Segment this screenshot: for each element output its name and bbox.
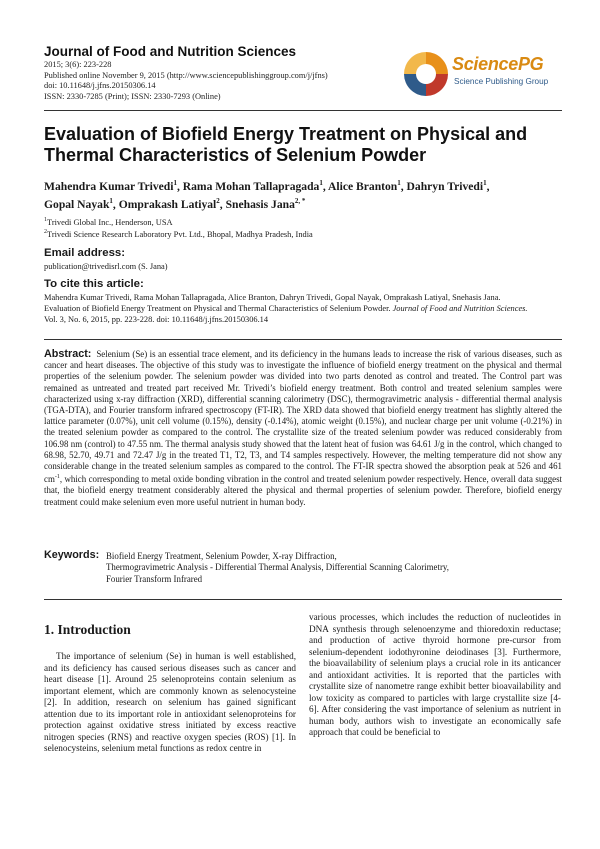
- author: Gopal Nayak$^1$,: [44, 197, 119, 212]
- logo-name: SciencePG: [452, 54, 544, 74]
- citation-authors: Mahendra Kumar Trivedi, Rama Mohan Tallapragada, Alice Branton, Dahryn Trivedi, Gopal Nayak, Omprakash Latiyal, Snehasis Jana.: [44, 293, 501, 302]
- body-divider: [44, 599, 562, 600]
- introduction-right-column: various processes, which includes the reduction of nucleotides in DNA synthesis through selenoenzyme and thioredoxin reductase; and production of active thyroid hormone pre-cursor from selenium-dependent iodothyronine deiodinases [3]. Furthermore, the bioavailability of selenium plays a crucial role in its anticancer and antioxidant activities. It is reported that the particles with crystallite size of nanometre range exhibit better bioavailability and low toxicity as compared to particles with large crystallite size [4-6]. After considering the vast importance of selenium as nutrient in human body, authors wish to investigate an economically safe approach that could be beneficial to: [309, 612, 561, 738]
- keywords-label: Keywords:: [44, 549, 100, 561]
- abstract-label: Abstract:: [44, 348, 92, 360]
- affiliation-1: $^1$Trivedi Global Inc., Henderson, USA: [44, 217, 173, 227]
- author: Dahryn Trivedi$^1$,: [406, 179, 490, 193]
- affiliation-2: $^2$Trivedi Science Research Laboratory Pvt. Ltd., Bhopal, Madhya Pradesh, India: [44, 229, 313, 239]
- author: Rama Mohan Tallapragada$^1$,: [182, 179, 329, 193]
- author: Omprakash Latiyal$^2$,: [118, 197, 226, 212]
- keywords-line: Fourier Transform Infrared: [106, 573, 203, 584]
- email-link[interactable]: publication@trivedisrl.com (S. Jana): [44, 262, 168, 271]
- meta-published: Published online November 9, 2015 (http://www.sciencepublishinggroup.com/j/jfns): [44, 70, 328, 80]
- citation-volume: Vol. 3, No. 6, 2015, pp. 223-228. doi: 10.11648/j.jfns.20150306.14: [44, 314, 269, 324]
- keywords-line: Biofield Energy Treatment, Selenium Powder, X-ray Diffraction,: [106, 551, 337, 561]
- citation: [44, 293, 564, 325]
- header-divider: [44, 110, 562, 111]
- keywords-list: [106, 551, 566, 585]
- meta-issn: ISSN: 2330-7285 (Print); ISSN: 2330-7293 (Online): [44, 91, 221, 101]
- email-label: Email address:: [44, 247, 126, 259]
- paper-title-line-2: Thermal Characteristics of Selenium Powder: [44, 145, 427, 165]
- introduction-left-column: The importance of selenium (Se) in human is well established, and its deficiency has caused serious diseases such as cancer and heart disease [1]. Around 25 selenoproteins contain selenium as important element, which are commonly known as selenocysteine [2]. In addition, research on selenium has gained significant attention due to its important role in antioxidant selenoproteins for protection against oxidative stress initiated by excess reactive nitrogen species (RNS) and reactive oxygen species (ROS) [1]. In selenocysteins, selenium metal functions as redox centre in: [44, 651, 296, 754]
- citation-title: Evaluation of Biofield Energy Treatment on Physical and Thermal Characteristics of Selenium Powder. Journal of Food and Nutrition Sciences.: [44, 303, 528, 313]
- author: Mahendra Kumar Trivedi$^1$,: [44, 179, 183, 193]
- logo-subtitle: Science Publishing Group: [454, 77, 549, 86]
- keywords-line: Thermogravimetric Analysis - Differential Thermal Analysis, Differential Scanning Calorimetry,: [106, 562, 449, 573]
- author-list: [44, 176, 564, 213]
- meta-doi: doi: 10.11648/j.jfns.20150306.14: [44, 81, 156, 91]
- journal-title: Journal of Food and Nutrition Sciences: [44, 44, 297, 59]
- meta-issue: 2015; 3(6): 223-228: [44, 60, 112, 69]
- abstract-divider: [44, 339, 562, 340]
- cite-label: To cite this article:: [44, 278, 144, 290]
- abstract: Abstract: Selenium (Se) is an essential trace element, and its deficiency in the humans leads to increase the risk of various diseases, such as cancer and heart diseases. The objective of this study was to investigate the influence of biofield energy treatment on the physical and thermal properties of the selenium powder. The selenium powder was divided into two parts denoted as control and treated. The Control part was remained as untreated and treated part received Mr. Trivedi’s biofield energy treatment. Both control and treated selenium samples were characterized using x-ray diffraction (XRD), differential scanning calorimetry (DSC), thermogravimetric analysis - differential thermal analysis (TGA-DTA), and Fourier transform infrared spectroscopy (FT-IR). The XRD data showed that biofield energy treatment has slightly altered the lattice parameter (0.07%), unit cell volume (0.15%), density (-0.14%), atomic weight (0.15%), and nuclear charge per unit volume (-0.21%) in the treated selenium powder as compared to the control. The crystallite size of the treated selenium powder was reduced considerably from 106.98 nm (control) to 47.55 nm. The thermal analysis study showed that the latent heat of fusion was 64.61 J/g in the control, which changed to 68.98, 52.70, 49.71 and 72.47 J/g in the treated T1, T2, T3, and T4 samples respectively. However, the melting temperature did not show any considerable change in the treated selenium samples as compared to the control. The FT-IR spectra showed the absorption peak at 526 and 461 $cm^{-1}$, which corresponding to metal oxide bonding vibration in the control and treated selenium powder respectively. Hence, overall data suggest that, the biofield energy treatment considerably altered the physical and thermal properties of selenium powder. Therefore, biofield energy treatment could make selenium even more useful nutrient in human body.: [44, 348, 562, 507]
- sciencepg-logo-icon: [400, 48, 452, 100]
- introduction-heading: 1. Introduction: [44, 622, 131, 637]
- author: Snehasis Jana$^{2, *}$: [225, 197, 306, 212]
- journal-meta: [44, 60, 384, 102]
- abstract-text-part-2: , which corresponding to metal oxide bonding vibration in the control and treated selenium powder respectively. Hence, overall data suggest that, the biofield energy treatment considerably altered the physical and thermal properties of selenium powder. Therefore, biofield energy treatment could make selenium even more useful nutrient in human body.: [44, 474, 562, 507]
- sciencepg-logo: [400, 46, 570, 104]
- paper-title: [44, 124, 564, 166]
- abstract-text-part-1: Selenium (Se) is an essential trace element, and its deficiency in the humans leads to increase the risk of various diseases, such as cancer and heart diseases. The objective of this study was to investigate the influence of biofield energy treatment on the physical and thermal properties of the selenium powder. The selenium powder was divided into two parts denoted as control and treated. The Control part was remained as untreated and treated part received Mr. Trivedi’s biofield energy treatment. Both control and treated selenium samples were characterized using x-ray diffraction (XRD), differential scanning calorimetry (DSC), thermogravimetric analysis - differential thermal analysis (TGA-DTA), and Fourier transform infrared spectroscopy (FT-IR). The XRD data showed that biofield energy treatment has slightly altered the lattice parameter (0.07%), unit cell volume (0.15%), density (-0.14%), atomic weight (0.15%), and nuclear charge per unit volume (-0.21%) in the treated selenium powder as compared to the control. The crystallite size of the treated selenium powder was reduced considerably from 106.98 nm (control) to 47.55 nm. The thermal analysis study showed that the latent heat of fusion was 64.61 J/g in the control, which changed to 68.98, 52.70, 49.71 and 72.47 J/g in the treated T1, T2, T3, and T4 samples respectively. However, the melting temperature did not show any considerable change in the treated selenium samples as compared to the control. The FT-IR spectra showed the absorption peak at 526 and 461 cm: [44, 349, 562, 485]
- paper-title-line-1: Evaluation of Biofield Energy Treatment on Physical and: [44, 124, 528, 144]
- author: Alice Branton$^1$,: [328, 179, 407, 193]
